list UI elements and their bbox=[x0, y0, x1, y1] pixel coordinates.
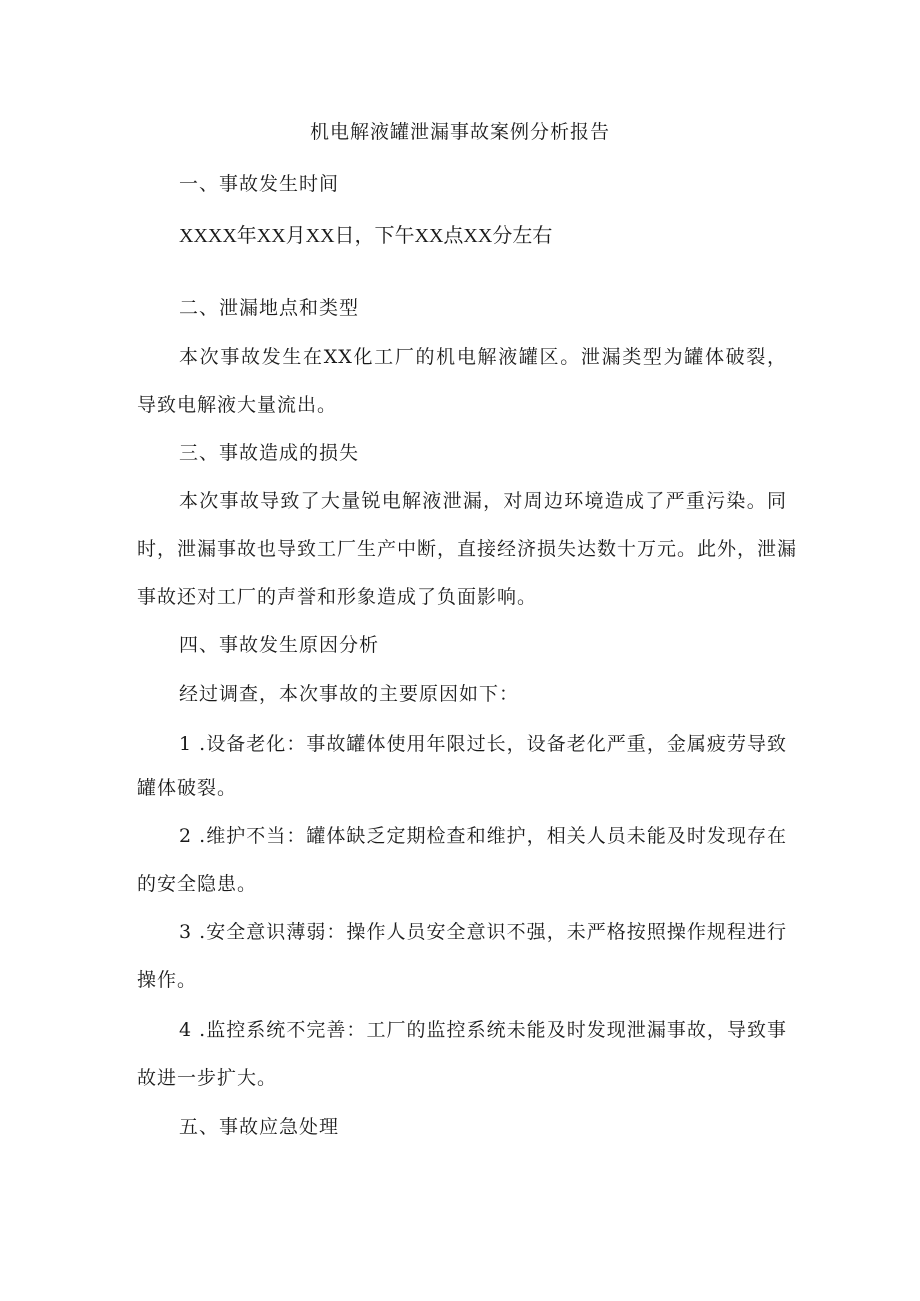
cause-item-4-line-1: 4 .监控系统不完善：工厂的监控系统未能及时发现泄漏事故，导致事 bbox=[179, 1019, 787, 1041]
cause-item-4-line-2: 故进一步扩大。 bbox=[137, 1067, 278, 1089]
section-3-line-2: 时，泄漏事故也导致工厂生产中断，直接经济损失达数十万元。此外，泄漏 bbox=[137, 538, 798, 560]
section-1-line-1: XXXX年XX月XX日，下午XX点XX分左右 bbox=[179, 225, 553, 247]
section-4-heading: 四、事故发生原因分析 bbox=[179, 634, 380, 656]
cause-item-3-line-1: 3 .安全意识薄弱：操作人员安全意识不强，未严格按照操作规程进行 bbox=[179, 921, 787, 943]
cause-item-3-line-2: 操作。 bbox=[137, 969, 198, 991]
cause-item-2-line-1: 2 .维护不当：罐体缺乏定期检查和维护，相关人员未能及时发现存在 bbox=[179, 825, 787, 847]
section-2-line-1: 本次事故发生在XX化工厂的机电解液罐区。泄漏类型为罐体破裂， bbox=[179, 346, 787, 368]
section-3-heading: 三、事故造成的损失 bbox=[179, 442, 360, 464]
section-5-heading: 五、事故应急处理 bbox=[179, 1116, 340, 1138]
document-title: 机电解液罐泄漏事故案例分析报告 bbox=[309, 121, 610, 143]
cause-item-1-line-2: 罐体破裂。 bbox=[137, 777, 238, 799]
section-4-intro: 经过调查，本次事故的主要原因如下： bbox=[179, 683, 520, 705]
section-2-line-2: 导致电解液大量流出。 bbox=[137, 394, 338, 416]
section-1-heading: 一、事故发生时间 bbox=[179, 173, 340, 195]
section-3-line-1: 本次事故导致了大量锐电解液泄漏，对周边环境造成了严重污染。同 bbox=[179, 490, 787, 512]
section-3-line-3: 事故还对工厂的声誉和形象造成了负面影响。 bbox=[137, 586, 538, 608]
cause-item-1-line-1: 1 .设备老化：事故罐体使用年限过长，设备老化严重，金属疲劳导致 bbox=[179, 733, 787, 755]
section-2-heading: 二、泄漏地点和类型 bbox=[179, 297, 360, 319]
cause-item-2-line-2: 的安全隐患。 bbox=[137, 873, 258, 895]
